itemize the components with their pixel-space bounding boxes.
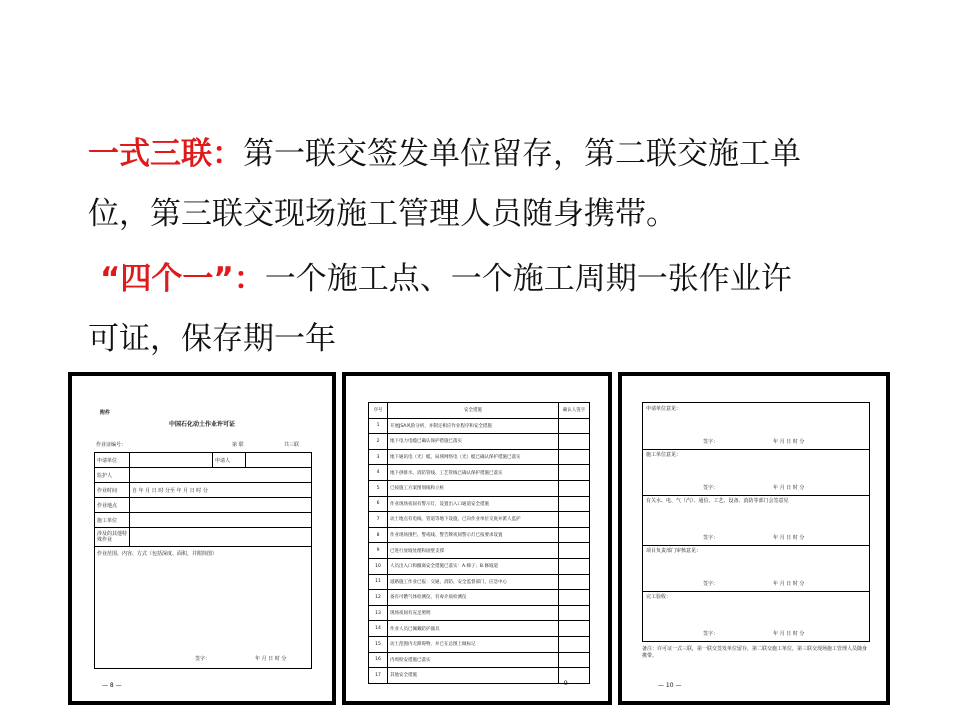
table-row [369, 621, 590, 637]
measure-text: 开展JSA风险分析，并制定相应作业程序和安全措施 [388, 418, 559, 434]
approval-page-10 [618, 372, 890, 705]
row-number: 10 [369, 558, 388, 574]
signature-date: 年 月 日 时 分 [255, 656, 287, 662]
table-row [95, 547, 312, 669]
other-work-label: 涉及的其他特殊作业 [95, 528, 130, 547]
confirm-cell [559, 449, 590, 465]
page-number: — 9 — [556, 680, 576, 687]
text-line-1 [88, 134, 801, 174]
confirm-cell [559, 543, 590, 559]
header-confirm: 确认人签字 [559, 403, 590, 419]
text-line-4: 可证，保存期一年 [88, 321, 336, 357]
row-number: 14 [369, 621, 388, 637]
table-row [369, 496, 590, 512]
table-row [369, 558, 590, 574]
applicant-person-label: 申请人 [213, 453, 246, 468]
measure-text: 动土范围内无障碍物，并已在总图上做标记 [388, 636, 559, 652]
project-review-label: 项目负责部门审核意见： [646, 548, 702, 554]
confirm-cell [559, 496, 590, 512]
table-row [95, 483, 312, 498]
constructor-label: 施工单位 [95, 513, 130, 528]
department-countersign-section [643, 495, 869, 546]
sign-label: 签字： [703, 631, 719, 637]
table-row [95, 528, 312, 547]
permit-form-page-8 [68, 372, 336, 705]
confirm-cell [559, 636, 590, 652]
text-line-2: 位，第三联交现场施工管理人员随身携带。 [88, 196, 677, 232]
sign-date: 年 月 日 时 分 [773, 535, 805, 541]
project-review-section [643, 545, 869, 592]
table-row [369, 636, 590, 652]
measure-text: 备有可燃气体检测仪、有毒介质检测仪 [388, 590, 559, 606]
line3-text: 一个施工点、一个施工周期一张作业许 [264, 261, 792, 297]
table-row [95, 498, 312, 513]
location-cell [130, 498, 312, 513]
applicant-person-cell [246, 453, 312, 468]
table-row [369, 418, 590, 434]
completion-label: 完工验收： [646, 594, 672, 600]
text-line-3 [100, 259, 792, 299]
applicant-opinion-label: 申请单位意见： [646, 406, 682, 412]
remark-note: 备注：许可证一式三联，第一联交签发单位留存，第二联交施工单位，第三联交现场施工管理人员随身携带。 [642, 646, 868, 659]
table-row [369, 652, 590, 668]
sign-date: 年 月 日 时 分 [773, 439, 805, 445]
confirm-cell [559, 480, 590, 496]
confirm-cell [559, 558, 590, 574]
table-row [369, 512, 590, 528]
row-number: 3 [369, 449, 388, 465]
row-number: 15 [369, 636, 388, 652]
measure-text: 地下通讯电（光）缆，局域网络电（光）缆已确认保护措施已落实 [388, 449, 559, 465]
measure-text: 已按施工方案图划线和立桩 [388, 480, 559, 496]
page-number: — 8 — [102, 682, 122, 689]
sign-label: 签字： [703, 439, 719, 445]
permit-table [94, 452, 312, 669]
highlight-four-ones: “四个一”： [100, 261, 265, 297]
table-row [369, 574, 590, 590]
measure-text: 道路施工作业已报：交通、消防、安全监督部门、应急中心 [388, 574, 559, 590]
row-number: 12 [369, 590, 388, 606]
table-row [369, 605, 590, 621]
sign-label: 签字： [703, 581, 719, 587]
confirm-cell [559, 527, 590, 543]
table-row [369, 480, 590, 496]
row-number: 9 [369, 543, 388, 559]
measure-text: 动土地点有电线、管道等地下设施，已向作业单位交底并派人监护 [388, 512, 559, 528]
header-no: 序号 [369, 403, 388, 419]
measure-text: 作业现场夜间有警示灯，设置出入口通道安全措施 [388, 496, 559, 512]
scope-cell [95, 547, 312, 669]
confirm-cell [559, 652, 590, 668]
sign-label: 签字： [703, 535, 719, 541]
row-number: 13 [369, 605, 388, 621]
measure-text: 现场夜间有充足照明 [388, 605, 559, 621]
applicant-cell [130, 453, 213, 468]
time-cell: 自 年 月 日 时 分至 年 月 日 时 分 [130, 483, 312, 498]
table-row [369, 465, 590, 481]
scope-label: 作业范围、内容、方式（包括深度、面积，并附简图） [97, 551, 218, 557]
row-number: 11 [369, 574, 388, 590]
measure-text: 内周检安措施已落实 [388, 652, 559, 668]
constructor-opinion-label: 施工单位意见： [646, 452, 682, 458]
confirm-cell [559, 418, 590, 434]
table-row [95, 468, 312, 483]
time-label: 作业时间 [95, 483, 130, 498]
row-number: 7 [369, 512, 388, 528]
confirm-cell [559, 512, 590, 528]
highlight-one-form-three-copies: 一式三联： [88, 136, 243, 172]
applicant-label: 申请单位 [95, 453, 130, 468]
row-number: 5 [369, 480, 388, 496]
measure-text: 已进行放坡处理和固壁支撑 [388, 543, 559, 559]
table-header-row [369, 403, 590, 419]
table-row [369, 449, 590, 465]
form1-title: 中国石化动土作业许可证 [168, 421, 235, 428]
sign-date: 年 月 日 时 分 [773, 581, 805, 587]
confirm-cell [559, 574, 590, 590]
serial-label: 作业证编号： [96, 442, 127, 448]
safety-measures-table [368, 402, 590, 684]
row-number: 17 [369, 668, 388, 684]
row-number: 8 [369, 527, 388, 543]
guardian-label: 监护人 [95, 468, 130, 483]
header-measure: 安全措施 [388, 403, 559, 419]
attachment-label: 附件 [100, 410, 111, 416]
measure-text: 作业现场围栏、警戒线、警告牌夜间警示灯已按要求设置 [388, 527, 559, 543]
completion-section [643, 591, 869, 641]
sign-label: 签字： [703, 485, 719, 491]
signature-label: 签字： [195, 656, 211, 662]
confirm-cell [559, 434, 590, 450]
page-number: — 10 — [658, 682, 682, 689]
row-number: 2 [369, 434, 388, 450]
measure-text: 地下供排水、消防管线、工艺管线已确认保护措施已落实 [388, 465, 559, 481]
location-label: 作业地点 [95, 498, 130, 513]
constructor-cell [130, 513, 312, 528]
copy-number: 第 联 [232, 442, 244, 448]
table-row [95, 513, 312, 528]
applicant-opinion-section [643, 403, 869, 450]
table-row [95, 453, 312, 468]
measure-text: 人员出入口和撤离安全措施已落实：A.梯子；B.修坡道 [388, 558, 559, 574]
copy-total: 共三联 [284, 442, 300, 448]
safety-measures-page-9 [342, 372, 612, 705]
confirm-cell [559, 465, 590, 481]
table-row [369, 434, 590, 450]
measure-text: 作业人员已佩戴防护器具 [388, 621, 559, 637]
line1-text: 第一联交签发单位留存，第二联交施工单 [243, 136, 801, 172]
constructor-opinion-section [643, 449, 869, 496]
department-countersign-label: 有关水、电、气（汽）、通信、工艺、设备、消防等部门会签意见 [646, 498, 789, 504]
row-number: 1 [369, 418, 388, 434]
sign-date: 年 月 日 时 分 [773, 631, 805, 637]
confirm-cell [559, 590, 590, 606]
row-number: 4 [369, 465, 388, 481]
table-row [369, 543, 590, 559]
other-work-cell [130, 528, 312, 547]
table-row [369, 590, 590, 606]
guardian-cell [130, 468, 312, 483]
table-row [369, 527, 590, 543]
confirm-cell [559, 605, 590, 621]
measure-text: 其他安全措施 [388, 668, 559, 684]
row-number: 6 [369, 496, 388, 512]
confirm-cell [559, 621, 590, 637]
measure-text: 地下电力电缆已确认保护措施已落实 [388, 434, 559, 450]
approval-box [642, 402, 870, 642]
sign-date: 年 月 日 时 分 [773, 485, 805, 491]
row-number: 16 [369, 652, 388, 668]
